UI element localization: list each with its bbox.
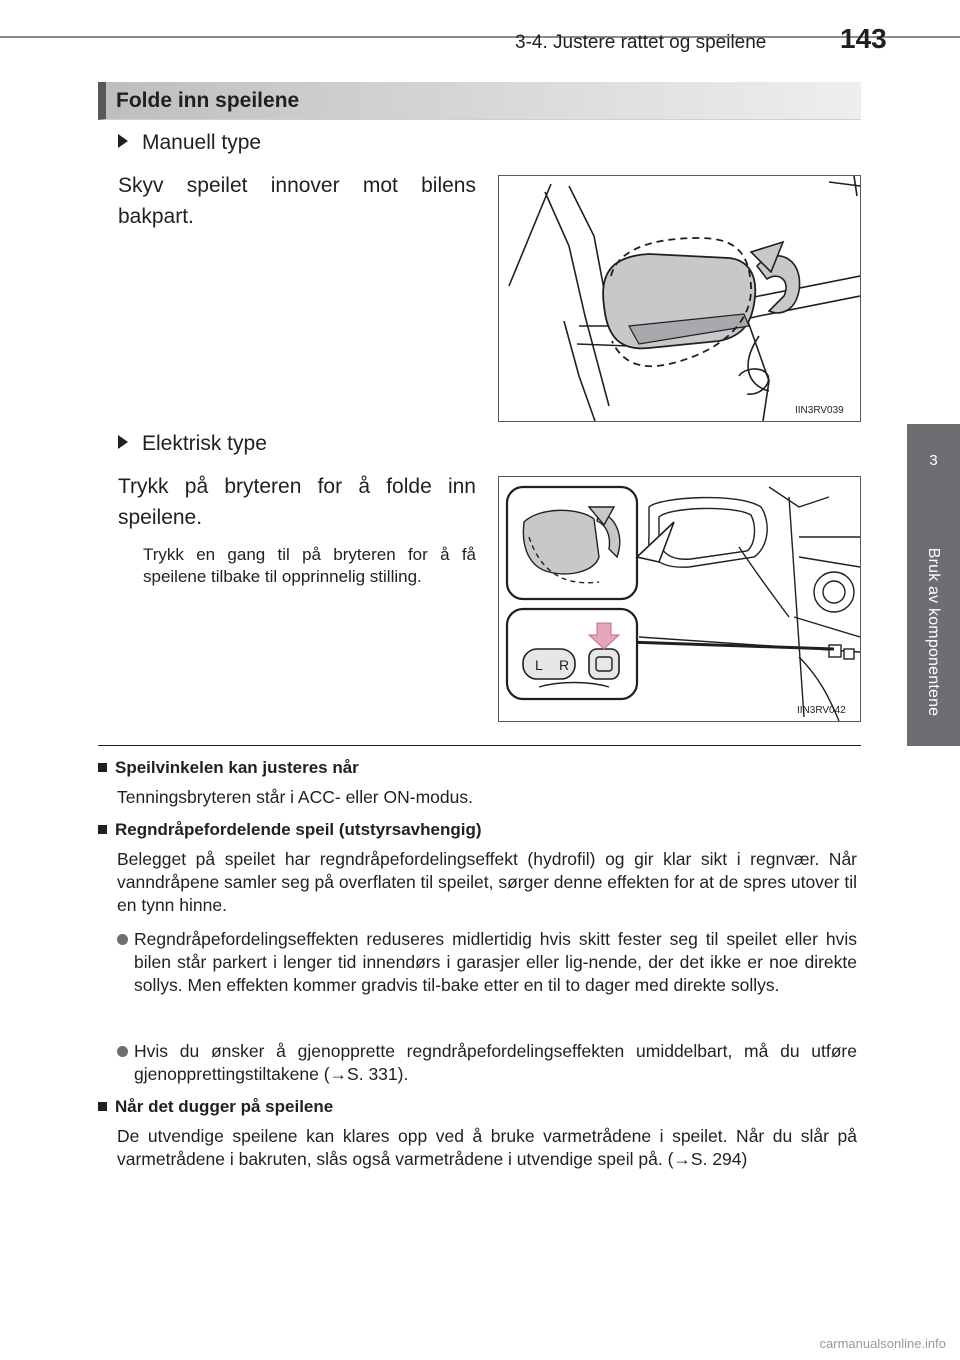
figure-code: IIN3RV039 <box>795 405 844 416</box>
switch-label-left: L <box>535 657 543 673</box>
note-heading: Når det dugger på speilene <box>98 1097 333 1117</box>
electric-type-text: Trykk på bryteren for å folde inn speilene. <box>118 475 476 529</box>
square-bullet-icon <box>98 825 107 834</box>
header-rule <box>0 36 960 38</box>
figure-code: IIN3RV042 <box>797 705 846 716</box>
square-bullet-icon <box>98 1102 107 1111</box>
note-bullet: Regndråpefordelingseffekten reduseres midlertidig hvis skitt fester seg til speilet eller hvis bilen står parkert i lenger tid innendørs i garasjer eller lig-nende, der det ikke er noe direkte sollys. Men effekten kommer gradvis til-bake etter en til to dager med direkte sollys. <box>134 929 857 995</box>
triangle-bullet-icon <box>118 435 128 449</box>
section-title: Folde inn speilene <box>116 89 300 112</box>
footer-watermark: carmanualsonline.info <box>819 1336 946 1351</box>
header-section-title: 3-4. Justere rattet og speilene <box>515 32 767 53</box>
note-text: Belegget på speilet har regndråpefordelingseffekt (hydrofil) og gir klar sikt i regnvær. Når vanndråpene samler seg på overflaten til speilet, sørger denne effekten for at de spres utover til en tynn hinne. <box>117 849 857 915</box>
square-bullet-icon <box>98 763 107 772</box>
note-text: Tenningsbryteren står i ACC- eller ON-modus. <box>117 787 473 807</box>
note-text: De utvendige speilene kan klares opp ved å bruke varmetrådene i speilet. Når du slår på varmetrådene i bakruten, slås også varmetrådene i utvendige speil på. (→S. 294) <box>117 1126 857 1169</box>
bullet-dot-icon <box>117 1044 133 1062</box>
electric-type-heading: Elektrisk type <box>118 432 267 456</box>
note-bullet: Hvis du ønsker å gjenopprette regndråpefordelingseffekten umiddelbart, må du utføre gjenopprettingstiltakene (→S. 331). <box>134 1041 857 1084</box>
mirror-switch-illustration <box>499 477 860 721</box>
manual-mirror-figure <box>498 175 861 422</box>
electric-type-subtext: Trykk en gang til på bryteren for å få speilene tilbake til opprinnelig stilling. <box>143 545 476 586</box>
note-heading: Speilvinkelen kan justeres når <box>98 758 359 778</box>
note-heading: Regndråpefordelende speil (utstyrsavhengig) <box>98 820 482 840</box>
manual-type-heading: Manuell type <box>118 131 261 155</box>
page-number: 143 <box>840 23 887 54</box>
switch-label-right: R <box>559 657 570 673</box>
bullet-dot-icon <box>117 932 133 950</box>
chapter-title: Bruk av komponentene <box>925 547 942 717</box>
chapter-number: 3 <box>929 452 938 469</box>
manual-type-text: Skyv speilet innover mot bilens bakpart. <box>118 174 476 228</box>
electric-mirror-figure <box>498 476 861 722</box>
mirror-fold-illustration <box>499 176 860 421</box>
triangle-bullet-icon <box>118 134 128 148</box>
section-separator <box>98 745 861 746</box>
